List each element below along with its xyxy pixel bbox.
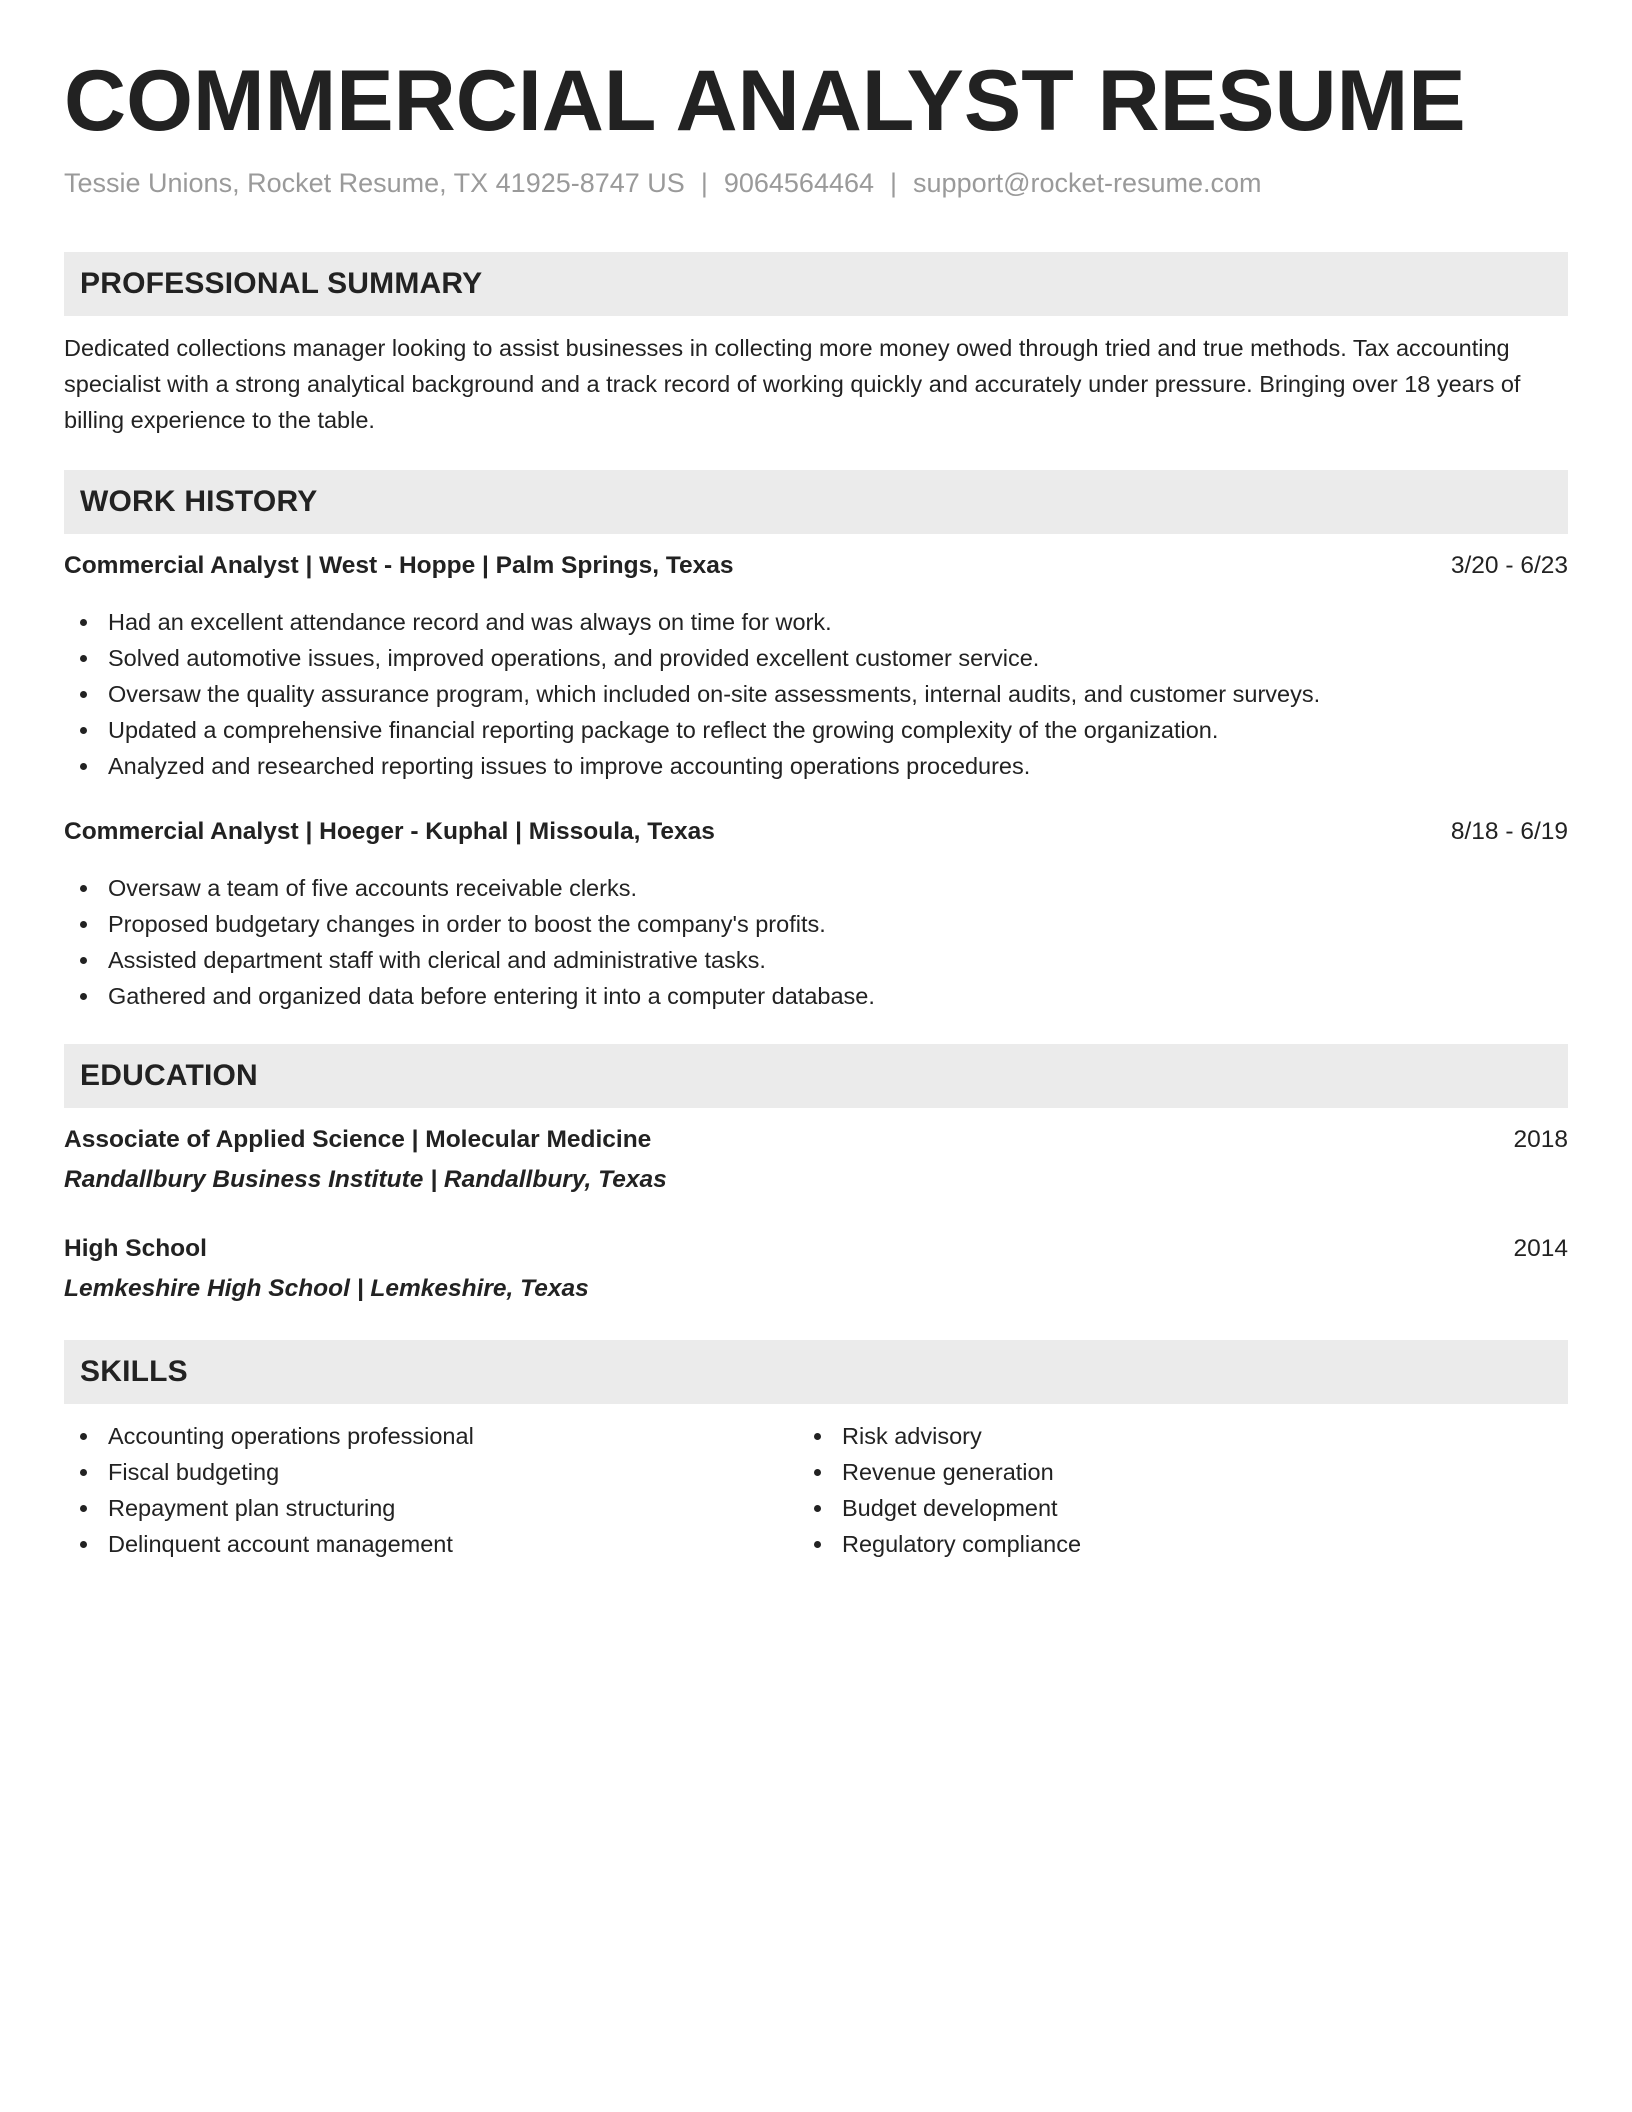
job-bullet: Assisted department staff with clerical and administrative tasks. bbox=[64, 942, 875, 978]
education-year: 2014 bbox=[1513, 1235, 1568, 1262]
job-bullet: Updated a comprehensive financial reporting package to reflect the growing complexity of the organization. bbox=[64, 712, 1320, 748]
job-dates: 8/18 - 6/19 bbox=[1450, 818, 1568, 845]
education-section-header bbox=[64, 1044, 1568, 1108]
contact-separator: | bbox=[890, 168, 898, 198]
job-header bbox=[64, 552, 1568, 584]
job-bullet: Proposed budgetary changes in order to boost the company's profits. bbox=[64, 906, 875, 942]
contact-address: Tessie Unions, Rocket Resume, TX 41925-8747 US bbox=[64, 168, 685, 198]
summary-section-header bbox=[64, 252, 1568, 316]
summary-heading: PROFESSIONAL SUMMARY bbox=[80, 267, 483, 300]
skills-list-left bbox=[64, 1418, 474, 1562]
education-year: 2018 bbox=[1513, 1126, 1568, 1153]
job-bullet: Gathered and organized data before entering it into a computer database. bbox=[64, 978, 875, 1014]
education-school: Randallbury Business Institute | Randallbury, Texas bbox=[64, 1166, 667, 1193]
job-title: Commercial Analyst | West - Hoppe | Palm Springs, Texas bbox=[64, 552, 734, 579]
education-header bbox=[64, 1126, 1568, 1158]
skill-item: Regulatory compliance bbox=[798, 1526, 1081, 1562]
summary-text: Dedicated collections manager looking to assist businesses in collecting more money owed through tried and true methods. Tax accounting specialist with a strong analytical background and a track record of working quickly and accurately under pressure. Bringing over 18 years of billing experience to the table. bbox=[64, 335, 1521, 433]
skills-heading: SKILLS bbox=[80, 1355, 188, 1388]
contact-separator: | bbox=[700, 168, 708, 198]
contact-email: support@rocket-resume.com bbox=[913, 168, 1262, 198]
skill-item: Risk advisory bbox=[798, 1418, 1081, 1454]
education-degree: Associate of Applied Science | Molecular Medicine bbox=[64, 1126, 652, 1153]
skills-list-right bbox=[798, 1418, 1081, 1562]
job-dates: 3/20 - 6/23 bbox=[1450, 552, 1568, 579]
work-heading: WORK HISTORY bbox=[80, 485, 318, 518]
skill-item: Revenue generation bbox=[798, 1454, 1081, 1490]
job-bullet: Oversaw a team of five accounts receivable clerks. bbox=[64, 870, 875, 906]
resume-title: COMMERCIAL ANALYST RESUME bbox=[64, 53, 1466, 149]
education-degree: High School bbox=[64, 1235, 207, 1262]
work-section-header bbox=[64, 470, 1568, 534]
skills-section-header bbox=[64, 1340, 1568, 1404]
job-title: Commercial Analyst | Hoeger - Kuphal | Missoula, Texas bbox=[64, 818, 715, 845]
job-bullet: Solved automotive issues, improved operations, and provided excellent customer service. bbox=[64, 640, 1320, 676]
contact-line bbox=[64, 168, 1262, 199]
education-header bbox=[64, 1235, 1568, 1267]
skill-item: Delinquent account management bbox=[64, 1526, 474, 1562]
skill-item: Budget development bbox=[798, 1490, 1081, 1526]
job-bullet-list bbox=[64, 870, 875, 1014]
contact-phone: 9064564464 bbox=[723, 168, 875, 198]
job-bullet: Analyzed and researched reporting issues to improve accounting operations procedures. bbox=[64, 748, 1320, 784]
skill-item: Accounting operations professional bbox=[64, 1418, 474, 1454]
skill-item: Repayment plan structuring bbox=[64, 1490, 474, 1526]
skill-item: Fiscal budgeting bbox=[64, 1454, 474, 1490]
job-bullet-list bbox=[64, 604, 1320, 784]
education-heading: EDUCATION bbox=[80, 1059, 258, 1092]
job-bullet: Oversaw the quality assurance program, which included on-site assessments, internal audits, and customer surveys. bbox=[64, 676, 1320, 712]
job-bullet: Had an excellent attendance record and was always on time for work. bbox=[64, 604, 1320, 640]
job-header bbox=[64, 818, 1568, 850]
education-school: Lemkeshire High School | Lemkeshire, Texas bbox=[64, 1275, 589, 1302]
